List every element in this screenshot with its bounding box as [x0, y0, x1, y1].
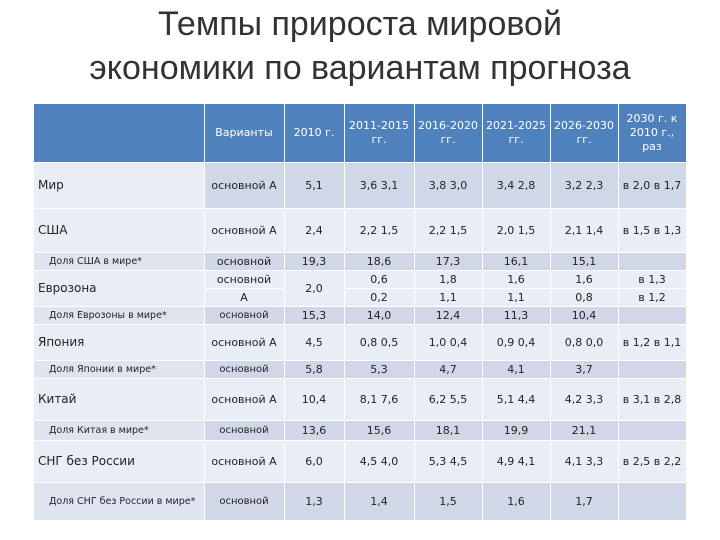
- forecast-table: [34, 104, 687, 521]
- variant-cell: основной: [204, 306, 284, 324]
- value-cell: 2,2 1,5: [414, 208, 482, 252]
- value-cell: 6,0: [284, 440, 344, 482]
- value-cell: 15,1: [550, 252, 618, 270]
- value-cell: 4,5 4,0: [344, 440, 414, 482]
- table-row: [34, 420, 686, 440]
- title-line-2: экономики по вариантам прогноза: [89, 49, 631, 87]
- header-cell: Варианты: [204, 104, 284, 162]
- table-row: [34, 252, 686, 270]
- value-cell: 2,0 1,5: [482, 208, 550, 252]
- value-cell: 4,7: [414, 360, 482, 378]
- value-cell: 1,6: [482, 482, 550, 520]
- header-corner: [34, 104, 204, 162]
- value-cell: 4,5: [284, 324, 344, 360]
- row-label: Япония: [34, 324, 204, 360]
- value-cell: 4,2 3,3: [550, 378, 618, 420]
- row-label: Китай: [34, 378, 204, 420]
- row-label: Мир: [34, 162, 204, 208]
- value-cell: в 1,2: [618, 288, 686, 306]
- value-cell: 19,3: [284, 252, 344, 270]
- value-cell: 12,4: [414, 306, 482, 324]
- value-cell: 4,1: [482, 360, 550, 378]
- row-label: Доля Еврозоны в мире*: [34, 306, 204, 324]
- table-row: [34, 360, 686, 378]
- row-label: СНГ без России: [34, 440, 204, 482]
- row-label: Доля СНГ без России в мире*: [34, 482, 204, 520]
- variant-cell: основной А: [204, 378, 284, 420]
- value-cell: 2,2 1,5: [344, 208, 414, 252]
- value-cell: 5,3 4,5: [414, 440, 482, 482]
- variant-cell: основной А: [204, 440, 284, 482]
- value-cell: 0,8 0,5: [344, 324, 414, 360]
- header-cell: 2021-2025 гг.: [482, 104, 550, 162]
- value-cell: 16,1: [482, 252, 550, 270]
- page-title: [0, 2, 720, 90]
- value-cell: 18,6: [344, 252, 414, 270]
- variant-cell: основной: [204, 270, 284, 288]
- value-cell: [618, 306, 686, 324]
- value-cell: в 1,2 в 1,1: [618, 324, 686, 360]
- value-cell: 2,0: [284, 270, 344, 306]
- variant-cell: основной: [204, 252, 284, 270]
- value-cell: 1,1: [482, 288, 550, 306]
- value-cell: 0,2: [344, 288, 414, 306]
- value-cell: [618, 420, 686, 440]
- value-cell: 10,4: [284, 378, 344, 420]
- value-cell: 15,3: [284, 306, 344, 324]
- table-row: [34, 482, 686, 520]
- variant-cell: основной А: [204, 208, 284, 252]
- value-cell: 3,6 3,1: [344, 162, 414, 208]
- value-cell: 2,4: [284, 208, 344, 252]
- header-cell: 2016-2020 гг.: [414, 104, 482, 162]
- value-cell: 4,1 3,3: [550, 440, 618, 482]
- value-cell: [618, 252, 686, 270]
- header-cell: 2030 г. к 2010 г., раз: [618, 104, 686, 162]
- value-cell: 13,6: [284, 420, 344, 440]
- value-cell: 5,1: [284, 162, 344, 208]
- value-cell: 14,0: [344, 306, 414, 324]
- variant-cell: основной: [204, 360, 284, 378]
- value-cell: 1,6: [482, 270, 550, 288]
- table-row: [34, 162, 686, 208]
- value-cell: [618, 360, 686, 378]
- value-cell: 3,8 3,0: [414, 162, 482, 208]
- variant-cell: А: [204, 288, 284, 306]
- table-header-row: [34, 104, 686, 162]
- value-cell: 3,2 2,3: [550, 162, 618, 208]
- value-cell: 1,1: [414, 288, 482, 306]
- row-label: Доля США в мире*: [34, 252, 204, 270]
- value-cell: в 3,1 в 2,8: [618, 378, 686, 420]
- variant-cell: основной А: [204, 162, 284, 208]
- table-row: [34, 378, 686, 420]
- variant-cell: основной: [204, 482, 284, 520]
- value-cell: 0,8 0,0: [550, 324, 618, 360]
- value-cell: 1,8: [414, 270, 482, 288]
- value-cell: 0,6: [344, 270, 414, 288]
- value-cell: 1,7: [550, 482, 618, 520]
- value-cell: 0,9 0,4: [482, 324, 550, 360]
- value-cell: 0,8: [550, 288, 618, 306]
- row-label: Еврозона: [34, 270, 204, 306]
- value-cell: 5,1 4,4: [482, 378, 550, 420]
- value-cell: 21,1: [550, 420, 618, 440]
- header-cell: 2010 г.: [284, 104, 344, 162]
- value-cell: 4,9 4,1: [482, 440, 550, 482]
- value-cell: 8,1 7,6: [344, 378, 414, 420]
- value-cell: 17,3: [414, 252, 482, 270]
- value-cell: 3,7: [550, 360, 618, 378]
- value-cell: в 2,0 в 1,7: [618, 162, 686, 208]
- variant-cell: основной: [204, 420, 284, 440]
- table-row: [34, 306, 686, 324]
- table-row: [34, 324, 686, 360]
- value-cell: 3,4 2,8: [482, 162, 550, 208]
- header-cell: 2026-2030 гг.: [550, 104, 618, 162]
- value-cell: 1,0 0,4: [414, 324, 482, 360]
- table-row: [34, 208, 686, 252]
- table-row: [34, 270, 686, 288]
- row-label: Доля Японии в мире*: [34, 360, 204, 378]
- row-label: США: [34, 208, 204, 252]
- header-cell: 2011-2015 гг.: [344, 104, 414, 162]
- row-label: Доля Китая в мире*: [34, 420, 204, 440]
- value-cell: 19,9: [482, 420, 550, 440]
- value-cell: 5,3: [344, 360, 414, 378]
- value-cell: 1,3: [284, 482, 344, 520]
- title-line-1: Темпы прироста мировой: [158, 5, 562, 43]
- value-cell: в 1,3: [618, 270, 686, 288]
- value-cell: 10,4: [550, 306, 618, 324]
- variant-cell: основной А: [204, 324, 284, 360]
- value-cell: 2,1 1,4: [550, 208, 618, 252]
- value-cell: 15,6: [344, 420, 414, 440]
- table-row: [34, 440, 686, 482]
- value-cell: в 2,5 в 2,2: [618, 440, 686, 482]
- value-cell: [618, 482, 686, 520]
- value-cell: 11,3: [482, 306, 550, 324]
- value-cell: 1,6: [550, 270, 618, 288]
- value-cell: 6,2 5,5: [414, 378, 482, 420]
- value-cell: 1,5: [414, 482, 482, 520]
- value-cell: 5,8: [284, 360, 344, 378]
- value-cell: 1,4: [344, 482, 414, 520]
- value-cell: в 1,5 в 1,3: [618, 208, 686, 252]
- value-cell: 18,1: [414, 420, 482, 440]
